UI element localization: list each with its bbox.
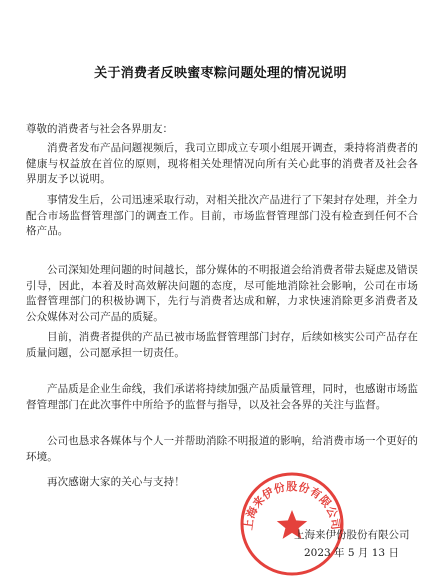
paragraph-product-sealed: 目前，消费者提供的产品已被市场监督管理部门封存，后续如核实公司产品存在质量问题，公司愿承担一切责任。 — [26, 331, 418, 359]
paragraph-thanks: 再次感谢大家的关心与支持！ — [47, 476, 185, 488]
salutation: 尊敬的消费者与社会各界朋友： — [26, 123, 173, 135]
paragraph-investigation: 消费者发布产品问题视频后，我司立即成立专项小组展开调查，秉持将消费者的健康与权益放在首位的原则，现将相关处理情况向所有关心此事的消费者及社会各界朋友予以说明。 — [26, 142, 418, 185]
seal-arc-text: 上海来伊份股份有限公司 — [241, 480, 343, 531]
paragraph-settlement: 公司深知处理问题的时间越长，部分媒体的不明报道会给消费者带去疑虑及错误引导，因此，本着及时高效解决问题的态度，尽可能地消除社会影响，公司在市场监督管理部门的积极协调下，先行与消费者达成和解，力求快速消除更多消费者及公众媒体对公司产品的质疑。 — [26, 264, 418, 323]
paragraph-quality-commitment: 产品质是企业生命线，我们承诺将持续加强产品质量管理，同时，也感谢市场监督管理部门在此次事件中所给予的监督与指导，以及社会各界的关注与监督。 — [26, 383, 418, 411]
company-seal-stamp — [238, 470, 346, 578]
signature-company: 上海来伊份股份有限公司 — [294, 529, 410, 541]
paragraph-actions-taken: 事情发生后，公司迅速采取行动，对相关批次产品进行了下架封存处理，并全力配合市场监督管理部门的调查工作。目前，市场监督管理部门没有检查到任何不合格产品。 — [26, 194, 418, 237]
paragraph-media-request: 公司也恳求各媒体与个人一并帮助消除不明报道的影响，给消费市场一个更好的环境。 — [26, 435, 418, 463]
document-title: 关于消费者反映蜜枣粽问题处理的情况说明 — [94, 66, 347, 81]
signature-date: 2023 年 5 月 13 日 — [304, 547, 399, 559]
